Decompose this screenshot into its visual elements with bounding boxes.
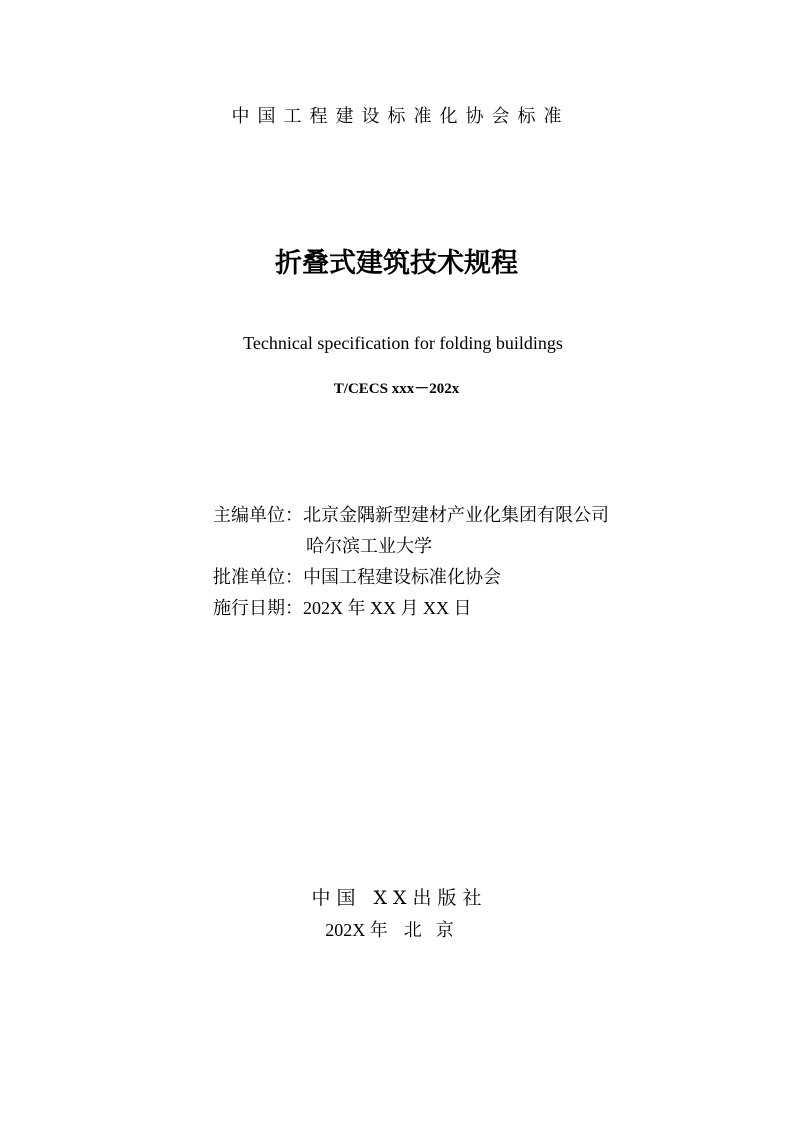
standard-code: T/CECS xxx－202x (333, 381, 460, 397)
editor-unit-1: 北京金隅新型建材产业化集团有限公司 (303, 505, 609, 526)
publisher-name: 中国 XX出版社 (311, 887, 488, 909)
editor-label: 主编单位： (213, 505, 303, 526)
effective-date-label: 施行日期： (213, 598, 303, 619)
approver-unit: 中国工程建设标准化协会 (303, 567, 501, 588)
issuer-heading: 中国工程建设标准化协会标准 (231, 106, 570, 127)
editor-row-2 (213, 531, 609, 562)
indent-spacer (213, 531, 306, 562)
approver-row (213, 562, 609, 593)
editor-unit-2: 哈尔滨工业大学 (306, 536, 432, 557)
approver-label: 批准单位： (213, 567, 303, 588)
publication-line (0, 916, 793, 945)
title-english: Technical specification for folding buildings (243, 333, 563, 353)
effective-date: 202X 年 XX 月 XX 日 (303, 598, 472, 618)
standard-info-block (213, 500, 609, 624)
effective-date-row (213, 593, 609, 624)
publication-city: 北京 (403, 920, 468, 941)
editor-row (213, 500, 609, 531)
title-chinese: 折叠式建筑技术规程 (275, 248, 518, 279)
publication-year: 202X 年 (325, 920, 388, 940)
